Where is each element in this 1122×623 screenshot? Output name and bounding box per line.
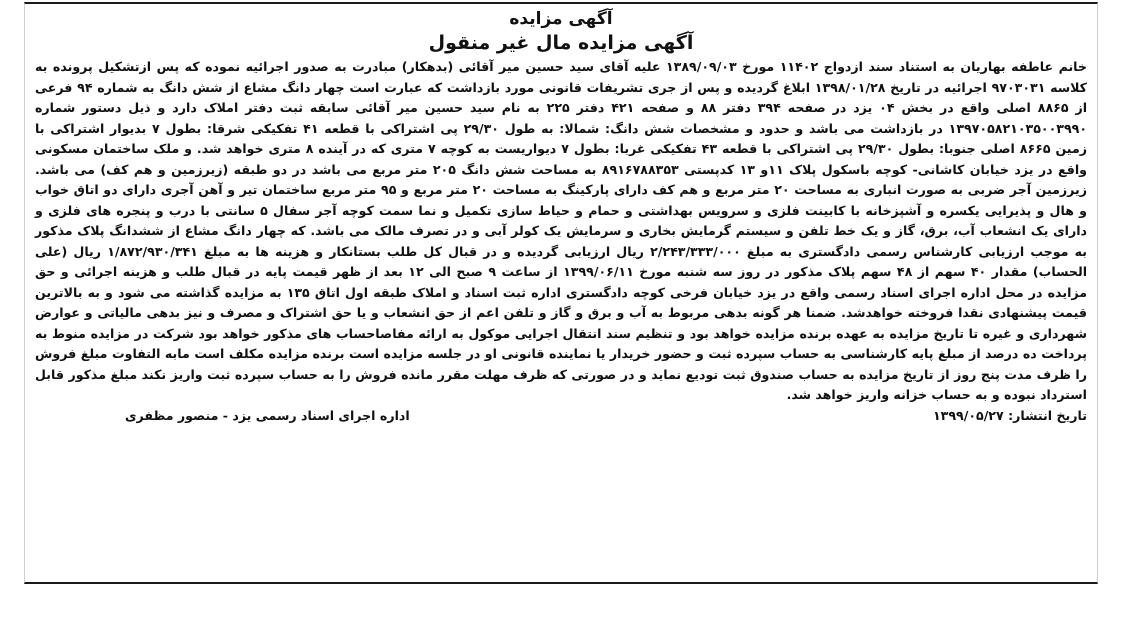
publication-date: تاریخ انتشار: ۱۳۹۹/۰۵/۲۷ bbox=[932, 407, 1087, 423]
notice-subtitle: آگهی مزایده مال غیر منقول bbox=[428, 32, 694, 54]
notice-title: آگهی مزایده bbox=[509, 9, 613, 29]
auction-notice bbox=[24, 2, 1098, 584]
notice-footer bbox=[35, 406, 1087, 426]
notice-body: خانم عاطفه بهاریان به استناد سند ازدواج ۱۱۴۰۲ مورخ ۱۳۸۹/۰۹/۰۳ علیه آقای سید حسین میر آقائی (بدهکار) مبادرت به صدور اجرائیه نموده که پس ازتشکیل پرونده به کلاسه ۹۷۰۳۰۳۱ اجرائیه در تاریخ ۱۳۹۸/۰۱/۲۸ ابلاغ گردیده و پس از جری تشریفات قانونی مورد بازداشت که عبارت است چهار دانگ مشاع از شش دانگ به شماره ۹۴ فرعی از ۸۸۶۵ اصلی واقع در بخش ۰۴ یزد در صفحه ۳۹۴ دفتر ۸۸ و صفحه ۴۲۱ دفتر ۲۲۵ به نام سید حسین میر آقائی سابقه ثبت دفتر املاک دارد و ذیل دستور شماره ۱۳۹۷۰۵۸۲۱۰۳۵۰۰۳۹۹۰ در بازداشت می باشد و حدود و مشخصات شش دانگ: شمالا: به طول ۲۹/۳۰ پی اشتراکی با قطعه ۴۱ تفکیکی شرقا: بطول ۷ بدیوار اشتراکی با زمین ۸۶۶۵ اصلی جنوبا: بطول ۲۹/۳۰ پی اشتراکی با قطعه ۴۳ تفکیکی غربا: بطول ۷ دیواریست به کوچه ۷ متری که در آینده ۸ متری خواهد شد. و ملک ساختمان مسکونی واقع در یزد خیابان کاشانی- کوچه باسکول پلاک ۱۱و ۱۳ کدپستی ۸۹۱۶۷۸۸۳۵۳ به مساحت شش دانگ ۲۰۵ متر مربع می باشد در دو طبقه (زیرزمین و هم کف) می باشد. زیرزمین آجر ضربی به صورت انباری به مساحت ۲۰ متر مربع و هم کف دارای پارکینگ به مساحت ۲۰ متر مربع و ۹۵ متر مربع ساختمان تیر و آهن آجری دارای دو اتاق خواب و هال و پذیرایی یکسره و آشپزخانه با کابینت فلزی و سرویس بهداشتی و حمام و حیاط سازی تکمیل و نما سمت کوچه آجر سفال ۵ سانتی با درب و پنجره های فلزی و دارای یک انشعاب آب، برق، گاز و یک خط تلفن و سیستم گرمایش بخاری و سرمایش یک کولر آبی و در تصرف مالک می باشد. که چهار دانگ مشاع از ششدانگ پلاک مذکور به موجب ارزیابی کارشناس رسمی دادگستری به مبلغ ۲/۲۴۳/۳۳۳/۰۰۰ ریال ارزیابی گردیده و در قبال کل طلب بستانکار و هزینه ها به مبلغ ۱/۸۷۲/۹۳۰/۳۴۱ ریال (علی الحساب) مقدار ۴۰ سهم از ۴۸ سهم پلاک مذکور در روز سه شنبه مورخ ۱۳۹۹/۰۶/۱۱ از ساعت ۹ صبح الی ۱۲ بعد از ظهر قیمت پایه در قبال طلب و هزینه اجرائی و حق مزایده در محل اداره اجرای اسناد رسمی واقع در یزد خیابان فرخی کوچه دادگستری اداره ثبت اسناد و املاک طبقه اول اتاق ۱۳۵ به مزایده گذاشته می شود و به بالاترین قیمت پیشنهادی نقدا فروخته خواهدشد. ضمنا هر گونه بدهی مربوط به آب و برق و گاز و تلفن اعم از حق انشعاب و یا حق اشتراک و مصرف و نیز بدهی مالیاتی و عوارض شهرداری و غیره تا تاریخ مزایده به عهده برنده مزایده خواهد بود و تنظیم سند انتقال اجرایی موکول به ارائه مفاصاحساب های مذکور خواهد بود شرکت در مزایده منوط به پرداخت ده درصد از مبلغ پایه کارشناسی به حساب سپرده ثبت و حضور خریدار یا نماینده قانونی او در جلسه مزایده است برنده مزایده مکلف است مابه التفاوت مبلغ فروش را ظرف مدت پنج روز از تاریخ مزایده به حساب صندوق ثبت تودیع نماید و در صورتی که ظرف مهلت مقرر مانده فروش را به حساب سپرده ثبت واریز نکند مبلغ مذکور قابل استرداد نبوده و به حساب خزانه واریز خواهد شد. bbox=[35, 59, 1088, 402]
issuer-signature: اداره اجرای اسناد رسمی یزد - منصور مظفری bbox=[125, 407, 410, 423]
